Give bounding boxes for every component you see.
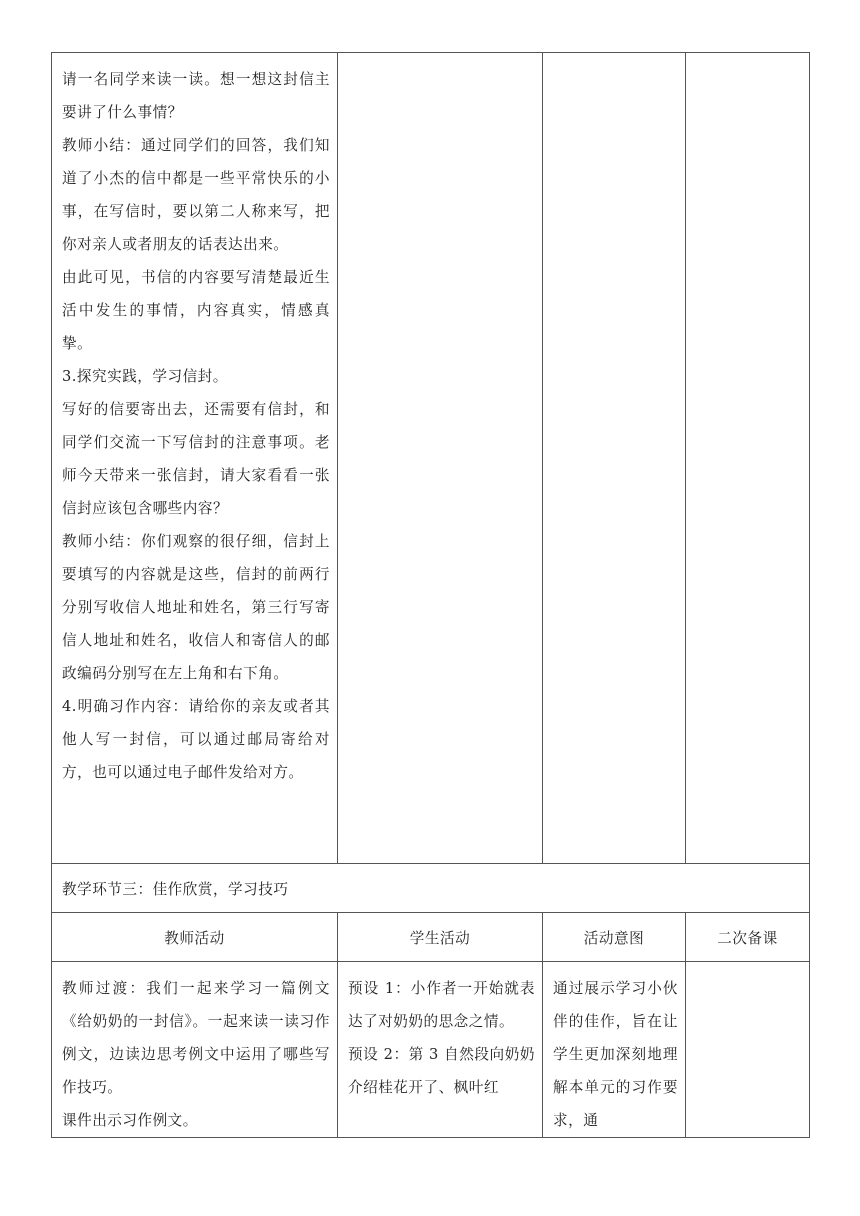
- paragraph: 教师过渡：我们一起来学习一篇例文《给奶奶的一封信》。一起来读一读习作例文，边读边思考例文中运用了哪些写作技巧。: [62, 980, 330, 1096]
- table-row: [52, 53, 810, 864]
- header-activity-intent: 活动意图: [543, 913, 686, 962]
- paragraph: 预设 2：第 3 自然段向奶奶介绍桂花开了、枫叶红: [348, 1046, 535, 1096]
- teacher-activity-cell: [52, 53, 338, 864]
- student-activity-cell: [338, 962, 543, 1138]
- header-student-activity: 学生活动: [338, 913, 543, 962]
- header-row: [52, 913, 810, 962]
- paragraph: 由此可见，书信的内容要写清楚最近生活中发生的事情，内容真实，情感真挚。: [62, 269, 330, 352]
- paragraph: 课件出示习作例文。: [62, 1112, 198, 1129]
- second-prep-cell: [686, 962, 810, 1138]
- paragraph: 通过展示学习小伙伴的佳作，旨在让学生更加深刻地理解本单元的习作要求，通: [553, 980, 678, 1129]
- header-teacher-activity: 教师活动: [52, 913, 338, 962]
- activity-intent-cell: [543, 53, 686, 864]
- paragraph: 写好的信要寄出去，还需要有信封，和同学们交流一下写信封的注意事项。老师今天带来一张信封，请大家看看一张信封应该包含哪些内容？: [62, 401, 330, 517]
- paragraph: 教师小结：通过同学们的回答，我们知道了小杰的信中都是一些平常快乐的小事，在写信时，要以第二人称来写，把你对亲人或者朋友的话表达出来。: [62, 137, 330, 253]
- teacher-activity-cell: [52, 962, 338, 1138]
- student-activity-cell: [338, 53, 543, 864]
- paragraph: 4.明确习作内容：请给你的亲友或者其他人写一封信，可以通过邮局寄给对方，也可以通过电子邮件发给对方。: [62, 698, 330, 781]
- table-row: [52, 962, 810, 1138]
- section-title: 教学环节三：佳作欣赏，学习技巧: [52, 864, 810, 913]
- paragraph: 预设 1：小作者一开始就表达了对奶奶的思念之情。: [348, 980, 535, 1030]
- paragraph: 教师小结：你们观察的很仔细，信封上要填写的内容就是这些，信封的前两行分别写收信人地址和姓名，第三行写寄信人地址和姓名，收信人和寄信人的邮政编码分别写在左上角和右下角。: [62, 533, 330, 682]
- paragraph: 3.探究实践，学习信封。: [62, 368, 228, 385]
- second-prep-cell: [686, 53, 810, 864]
- lesson-plan-table: [51, 52, 810, 1138]
- paragraph: 请一名同学来读一读。想一想这封信主要讲了什么事情？: [62, 71, 330, 121]
- activity-intent-cell: [543, 962, 686, 1138]
- section-row: [52, 864, 810, 913]
- header-second-prep: 二次备课: [686, 913, 810, 962]
